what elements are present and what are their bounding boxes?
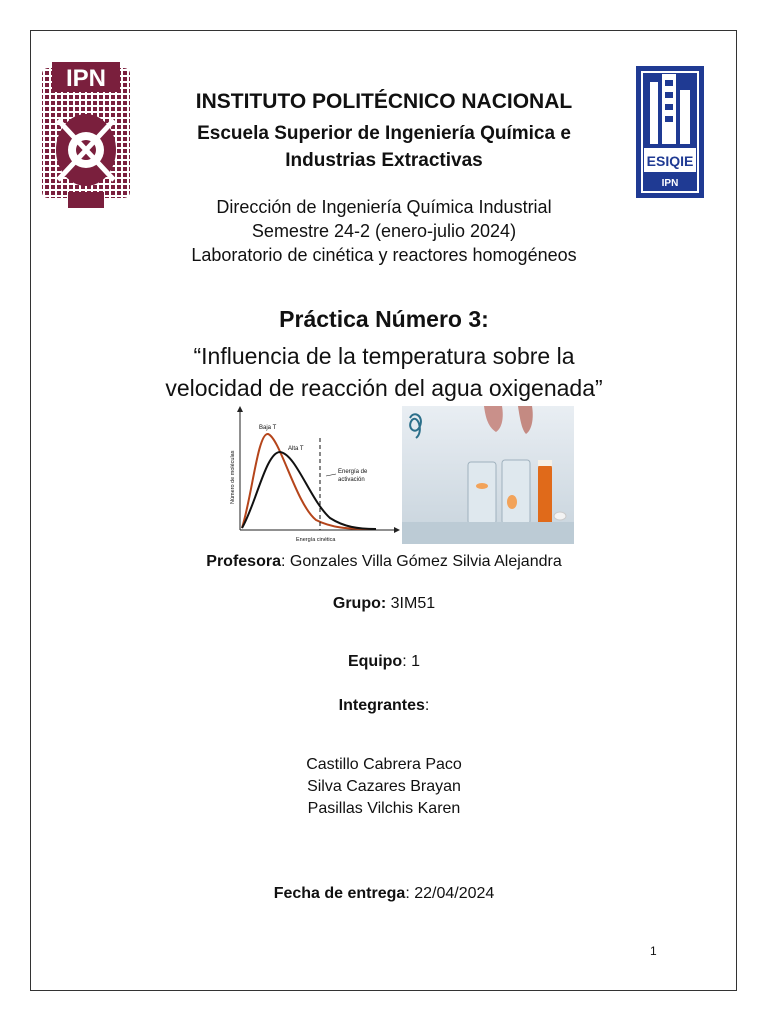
- date-label: Fecha de entrega: [273, 885, 406, 902]
- members-heading: [90, 697, 678, 715]
- school-line-1: Escuela Superior de Ingeniería Química e: [197, 123, 571, 144]
- label-activation-2: activación: [338, 477, 365, 483]
- label-high-t: Alta T: [288, 446, 304, 452]
- member-item: Pasillas Vilchis Karen: [307, 800, 461, 817]
- school-name: [140, 120, 628, 174]
- practice-title: [90, 340, 678, 404]
- page-number: 1: [650, 944, 657, 958]
- label-low-t: Baja T: [259, 425, 277, 431]
- y-axis-label: Número de moléculas: [230, 450, 236, 504]
- teacher-label: Profesora: [206, 553, 281, 570]
- lab-line: Laboratorio de cinética y reactores homogéneos: [191, 245, 577, 265]
- esiqie-logo: [636, 66, 704, 198]
- practice-title-line-2: velocidad de reacción del agua oxigenada”: [165, 375, 603, 401]
- high-t-curve: [242, 452, 376, 529]
- group-value: 3IM51: [386, 595, 436, 612]
- date-line: [90, 885, 678, 903]
- member-item: Silva Cazares Brayan: [307, 778, 461, 795]
- school-line-2: Industrias Extractivas: [285, 150, 483, 171]
- institution-name: INSTITUTO POLITÉCNICO NACIONAL: [195, 90, 573, 113]
- direction-line: Dirección de Ingeniería Química Industrial: [216, 197, 552, 217]
- members-label: Integrantes: [338, 697, 425, 714]
- practice-number: Práctica Número 3:: [279, 306, 489, 332]
- team-label: Equipo: [347, 653, 403, 670]
- experiment-photo: [402, 406, 574, 544]
- member-item: Castillo Cabrera Paco: [306, 756, 462, 773]
- label-activation-1: Energía de: [338, 469, 368, 475]
- esiqie-logo-text: ESIQIE: [646, 153, 694, 169]
- group-line: [90, 595, 678, 613]
- members-list: [90, 754, 678, 820]
- team-value: : 1: [402, 653, 420, 670]
- ipn-logo-text: IPN: [65, 65, 107, 92]
- team-line: [90, 653, 678, 671]
- teacher-line: [90, 553, 678, 571]
- teacher-value: : Gonzales Villa Gómez Silvia Alejandra: [280, 553, 562, 570]
- course-details: [110, 195, 658, 267]
- ipn-logo: [38, 58, 134, 214]
- practice-title-line-1: “Influencia de la temperatura sobre la: [193, 343, 575, 369]
- esiqie-logo-subtext: IPN: [661, 178, 679, 189]
- group-label: Grupo:: [332, 595, 387, 612]
- semester-line: Semestre 24-2 (enero-julio 2024): [251, 221, 517, 241]
- x-axis-label: Energía cinética: [296, 537, 336, 543]
- members-colon: :: [424, 697, 430, 714]
- energy-distribution-figure: [226, 404, 402, 546]
- date-value: : 22/04/2024: [405, 885, 495, 902]
